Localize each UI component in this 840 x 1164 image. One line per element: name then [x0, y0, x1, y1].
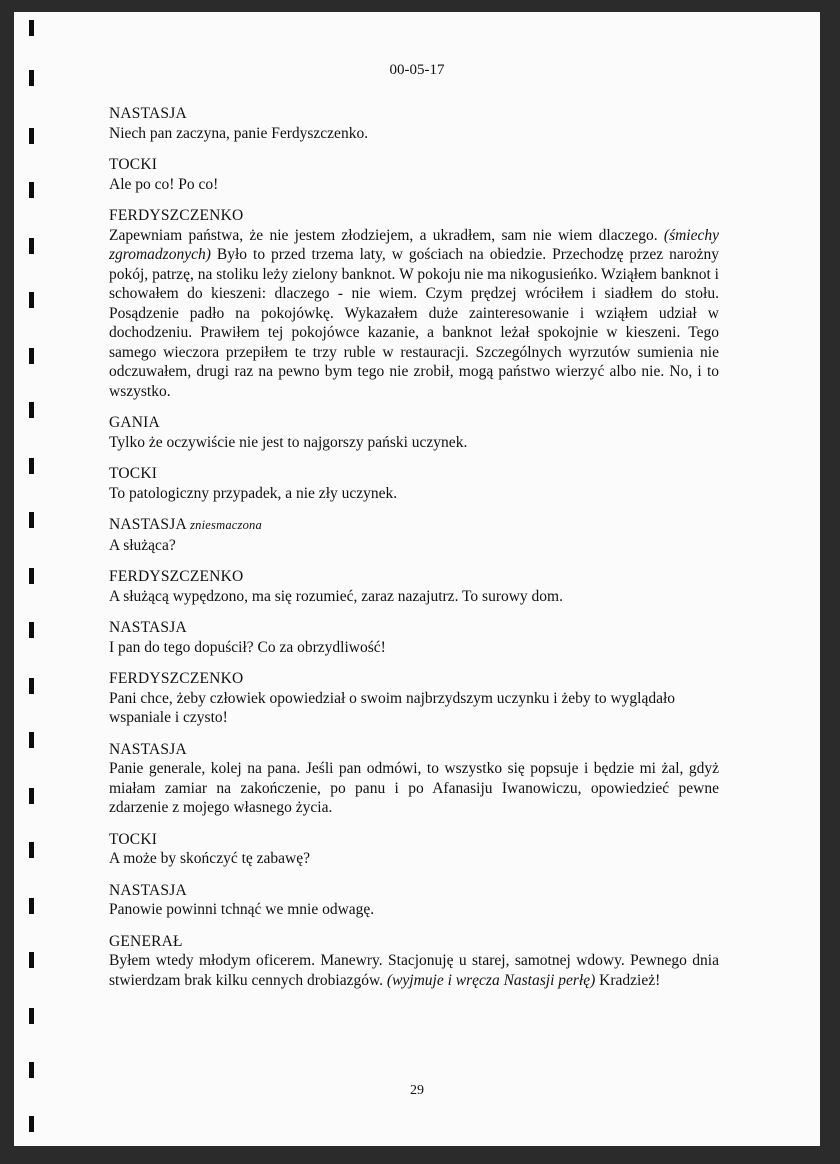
binding-hole [29, 788, 34, 804]
speaker-note: zniesmaczona [190, 518, 262, 532]
binding-hole [29, 622, 34, 638]
binding-hole [29, 458, 34, 474]
binding-hole [29, 182, 34, 198]
speaker-line [109, 515, 719, 536]
script-body [109, 104, 719, 1002]
speaker-name: NASTASJA [109, 516, 187, 533]
speaker-name: GANIA [109, 414, 160, 431]
dialogue-line: Niech pan zaczyna, panie Ferdyszczenko. [109, 124, 369, 142]
dialogue-line: A służąca? [109, 536, 176, 554]
speaker-name: FERDYSZCZENKO [109, 568, 244, 585]
page-date: 00-05-17 [389, 62, 445, 78]
binding-hole [29, 128, 34, 144]
dialogue-block [109, 830, 719, 869]
dialogue-block [109, 413, 719, 452]
speaker-name: NASTASJA [109, 105, 187, 122]
dialogue-block [109, 932, 719, 991]
dialogue-line: A może by skończyć tę zabawę? [109, 850, 310, 867]
binding-hole [29, 842, 34, 858]
binding-hole [29, 732, 34, 748]
binding-hole [29, 348, 34, 364]
dialogue-block [109, 515, 719, 555]
dialogue-line: Pani chce, żeby człowiek opowiedział o swoim najbrzydszym uczynku i żeby to wyglądało wspaniale i czysto! [109, 689, 676, 726]
binding-hole [29, 678, 34, 694]
dialogue-text: Było to przed trzema laty, w gościach na obiedzie. Przechodzę przez narożny pokój, patrzę, na stoliku leży zielony banknot. W pokoju nie ma nikogusieńko. Wziąłem banknot i schowałem do kieszeni: dlaczego - nie wiem. Czym prędzej wróciłem i siadłem do stołu. Posądzenie padło na pokojówkę. Wykazałem duże zainteresowanie i wziąłem udział w dochodzeniu. Prawiłem tej pokojówce kazanie, a banknot leżał spokojnie w kieszeni. Tego samego wieczora przepiłem te trzy ruble w restauracji. Szczególnych wyrzutów sumienia nie odczuwałem, drugi raz na pewno bym tego nie zrobił, mogą państwo wierzyć albo nie. No, i to wszystko. [109, 246, 719, 400]
dialogue-block [109, 567, 719, 606]
dialogue-line: I pan do tego dopuścił? Co za obrzydliwość! [109, 638, 386, 656]
speaker-name: FERDYSZCZENKO [109, 207, 244, 224]
dialogue-line: To patologiczny przypadek, a nie zły uczynek. [109, 484, 398, 502]
binding-hole [29, 1008, 34, 1024]
speaker-name: NASTASJA [109, 619, 187, 636]
speaker-name: TOCKI [109, 156, 158, 173]
dialogue-block [109, 618, 719, 657]
dialogue-block [109, 881, 719, 920]
dialogue-block [109, 464, 719, 503]
binding-hole [29, 512, 34, 528]
speaker-name: NASTASJA [109, 740, 187, 758]
speaker-name: GENERAŁ [109, 932, 183, 950]
binding-hole [29, 952, 34, 968]
speaker-name: NASTASJA [109, 881, 187, 899]
page-number: 29 [410, 1083, 424, 1098]
dialogue-line [109, 951, 719, 990]
speaker-name: TOCKI [109, 830, 158, 848]
dialogue-block [109, 155, 719, 194]
stage-direction: (śmiechy zgromadzonych) [109, 226, 719, 263]
dialogue-text: Kradzież! [595, 971, 661, 989]
dialogue-block [109, 740, 719, 818]
dialogue-block [109, 669, 719, 728]
dialogue-block [109, 104, 719, 143]
dialogue-line: Panowie powinni tchnąć we mnie odwagę. [109, 901, 375, 918]
dialogue-line: Panie generale, kolej na pana. Jeśli pan odmówi, to wszystko się popsuje i będzie mi żal, gdyż miałam zamiar na zakończenie, po panu i po Afanasiju Iwanowiczu, opowiedzieć pewne zdarzenie z mojego własnego życia. [109, 760, 719, 816]
binding-hole [29, 568, 34, 584]
binding-hole [29, 1116, 34, 1132]
speaker-name: FERDYSZCZENKO [109, 670, 244, 687]
binding-hole [29, 238, 34, 254]
dialogue-line: Ale po co! Po co! [109, 175, 219, 193]
dialogue-block [109, 206, 719, 401]
dialogue-text: Byłem wtedy młodym oficerem. Manewry. Stacjonuję u starej, samotnej wdowy. Pewnego dnia stwierdzam brak kilku cennych drobiazgów. [109, 952, 719, 989]
binding-hole [29, 898, 34, 914]
dialogue-line: A służącą wypędzono, ma się rozumieć, zaraz nazajutrz. To surowy dom. [109, 587, 563, 605]
dialogue-line [109, 226, 719, 402]
dialogue-text: Zapewniam państwa, że nie jestem złodziejem, a ukradłem, sam nie wiem dlaczego. [109, 226, 664, 244]
binding-hole [29, 20, 34, 36]
binding-hole [29, 1062, 34, 1078]
binding-hole [29, 402, 34, 418]
stage-direction: (wyjmuje i wręcza Nastasji perłę) [386, 971, 596, 989]
binding-hole [29, 292, 34, 308]
dialogue-line: Tylko że oczywiście nie jest to najgorszy pański uczynek. [109, 433, 468, 451]
document-page [14, 12, 820, 1146]
speaker-name: TOCKI [109, 465, 158, 482]
